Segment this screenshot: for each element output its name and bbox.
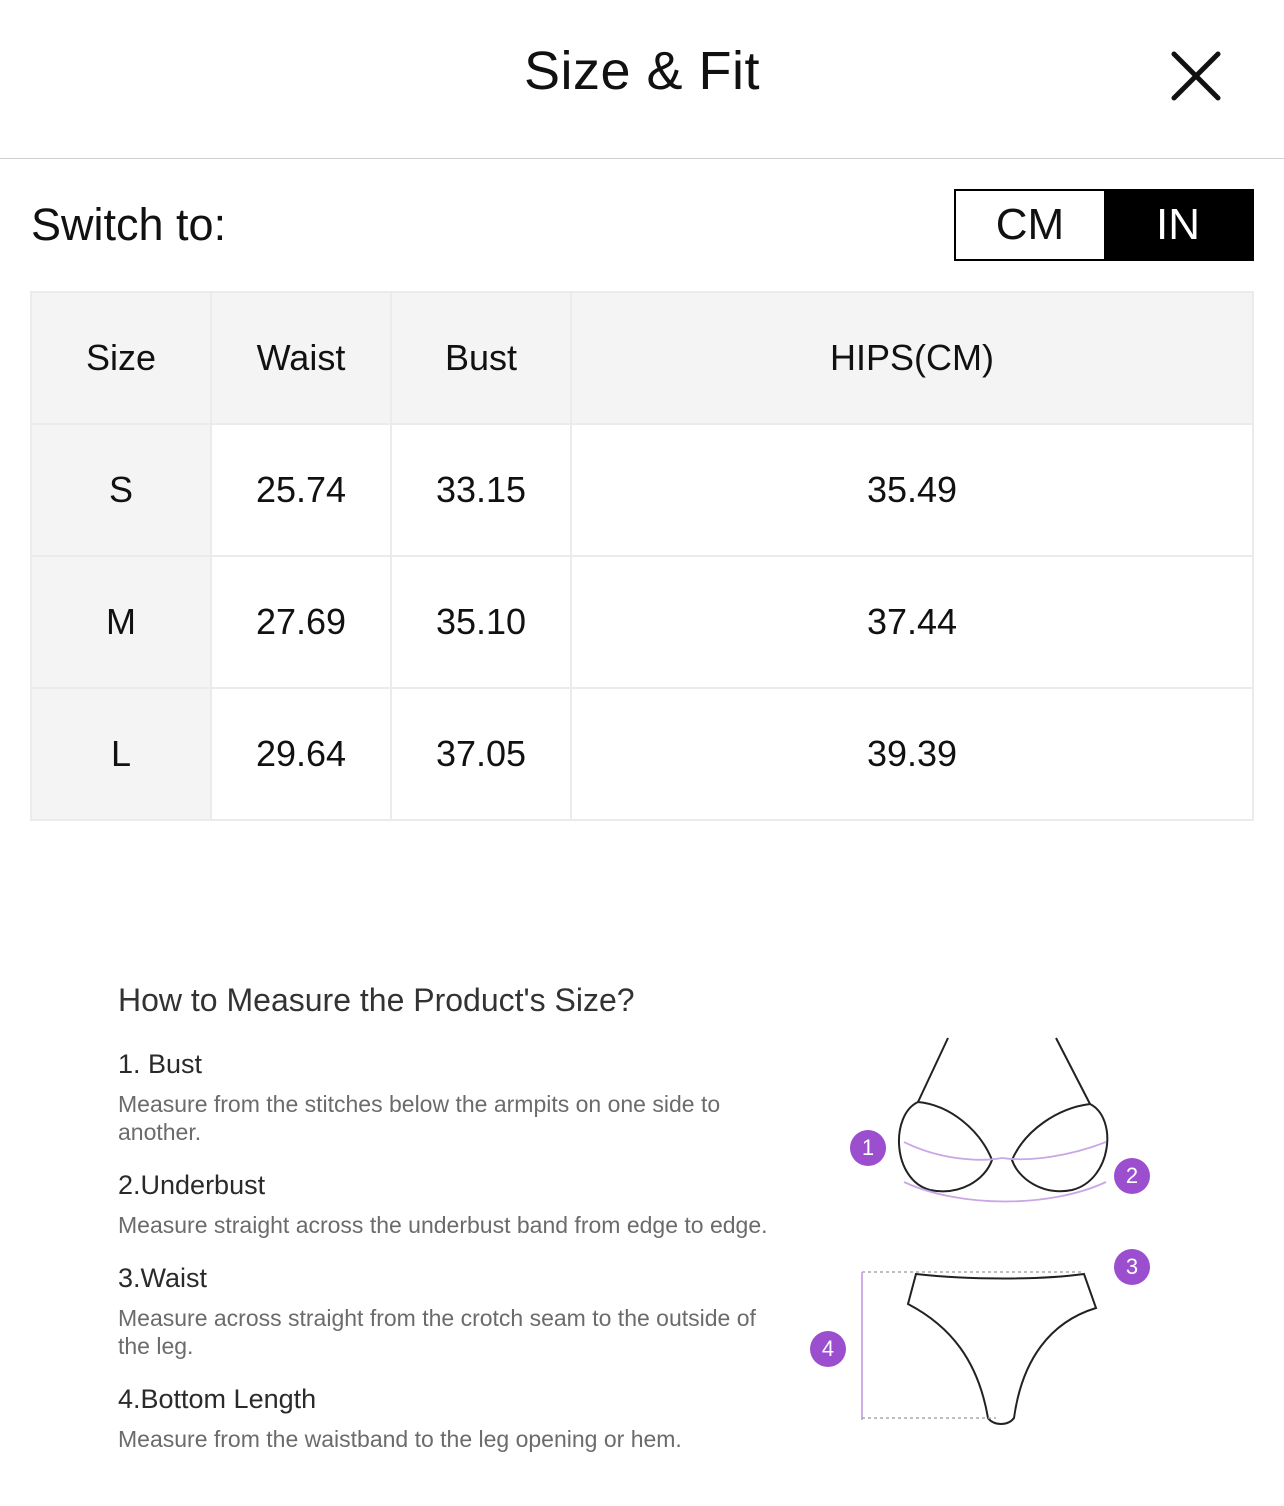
size-cell: M <box>31 556 211 688</box>
size-cell: S <box>31 424 211 556</box>
header-waist: Waist <box>211 292 391 424</box>
close-icon[interactable] <box>1166 46 1226 106</box>
measure-guide <box>118 982 818 1477</box>
waist-cell: 27.69 <box>211 556 391 688</box>
header-hips: HIPS(CM) <box>571 292 1253 424</box>
header-size: Size <box>31 292 211 424</box>
table-row <box>31 556 1253 688</box>
guide-step-text: Measure from the waistband to the leg opening or hem. <box>118 1426 682 1452</box>
table-header-row <box>31 292 1253 424</box>
table-row <box>31 424 1253 556</box>
guide-step <box>118 1049 818 1146</box>
unit-option-cm[interactable]: CM <box>956 191 1104 259</box>
size-table <box>30 291 1254 821</box>
hips-cell: 37.44 <box>571 556 1253 688</box>
guide-title: How to Measure the Product's Size? <box>118 982 635 1018</box>
guide-step <box>118 1263 818 1360</box>
bikini-diagram-icon <box>800 1030 1180 1440</box>
unit-toggle <box>954 189 1254 261</box>
unit-option-in[interactable]: IN <box>1104 191 1252 259</box>
guide-step-heading: 1. Bust <box>118 1049 203 1079</box>
guide-step-text: Measure across straight from the crotch seam to the outside of the leg. <box>118 1305 756 1359</box>
size-cell: L <box>31 688 211 820</box>
header-bust: Bust <box>391 292 571 424</box>
guide-step-text: Measure straight across the underbust band from edge to edge. <box>118 1212 768 1238</box>
waist-cell: 25.74 <box>211 424 391 556</box>
hips-cell: 35.49 <box>571 424 1253 556</box>
switch-label: Switch to: <box>31 199 227 250</box>
guide-step <box>118 1170 818 1239</box>
table-row <box>31 688 1253 820</box>
modal-header <box>0 0 1284 159</box>
bikini-illustration <box>800 1030 1180 1440</box>
badge-1: 1 <box>850 1130 886 1166</box>
guide-step-heading: 4.Bottom Length <box>118 1384 317 1414</box>
guide-step-heading: 3.Waist <box>118 1263 208 1293</box>
badge-2: 2 <box>1114 1158 1150 1194</box>
badge-3: 3 <box>1114 1249 1150 1285</box>
bust-cell: 33.15 <box>391 424 571 556</box>
page-title: Size & Fit <box>523 41 761 101</box>
guide-step <box>118 1384 818 1453</box>
guide-step-heading: 2.Underbust <box>118 1170 266 1200</box>
badge-4: 4 <box>810 1331 846 1367</box>
hips-cell: 39.39 <box>571 688 1253 820</box>
waist-cell: 29.64 <box>211 688 391 820</box>
guide-step-text: Measure from the stitches below the armpits on one side to another. <box>118 1091 721 1145</box>
bust-cell: 35.10 <box>391 556 571 688</box>
bust-cell: 37.05 <box>391 688 571 820</box>
